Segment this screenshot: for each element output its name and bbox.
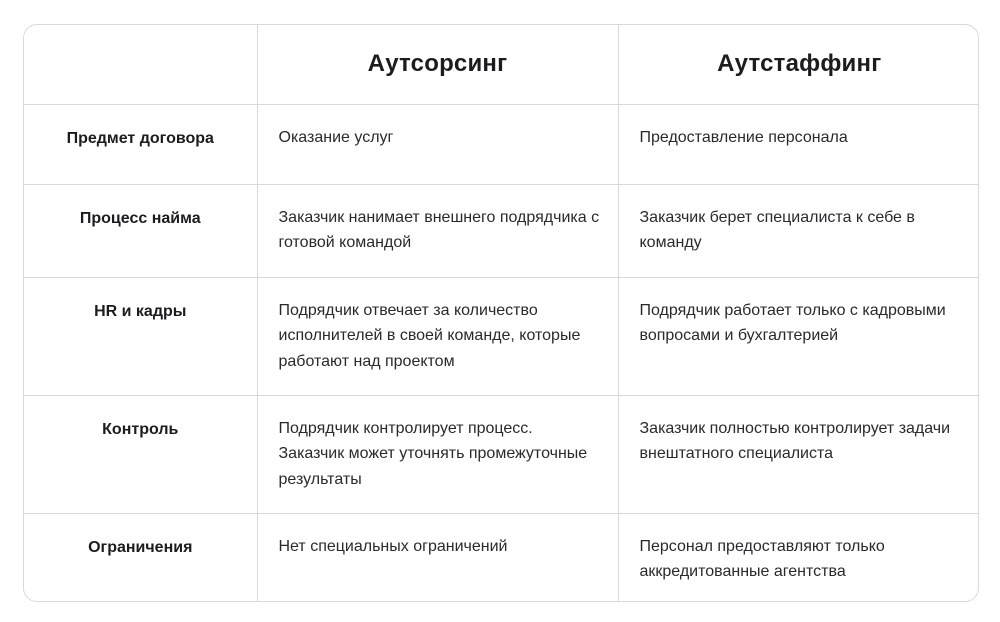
row-label: Ограничения: [24, 513, 257, 602]
table-row: [24, 184, 979, 277]
corner-cell: [24, 25, 257, 104]
row-label: Контроль: [24, 395, 257, 513]
cell-outsourcing: Нет специальных ограничений: [257, 513, 618, 602]
cell-outsourcing: Подрядчик отвечает за количество исполнителей в своей команде, которые работают над проектом: [257, 277, 618, 395]
cell-outstaffing: Заказчик берет специалиста к себе в команду: [618, 184, 979, 277]
table-row: [24, 395, 979, 513]
row-label: Предмет договора: [24, 104, 257, 184]
row-label: Процесс найма: [24, 184, 257, 277]
comparison-table: [24, 25, 979, 602]
cell-outsourcing: Заказчик нанимает внешнего подрядчика с готовой командой: [257, 184, 618, 277]
table-row: [24, 277, 979, 395]
cell-outsourcing: Подрядчик контролирует процесс. Заказчик может уточнять промежуточные результаты: [257, 395, 618, 513]
header-row: [24, 25, 979, 104]
cell-outsourcing: Оказание услуг: [257, 104, 618, 184]
cell-outstaffing: Заказчик полностью контролирует задачи внештатного специалиста: [618, 395, 979, 513]
cell-outstaffing: Персонал предоставляют только аккредитованные агентства: [639, 537, 885, 580]
column-header-outstaffing: Аутстаффинг: [618, 25, 979, 104]
comparison-table-card: [23, 24, 979, 602]
cell-outstaffing: Предоставление персонала: [618, 104, 979, 184]
column-header-outsourcing: Аутсорсинг: [257, 25, 618, 104]
table-row: [24, 104, 979, 184]
table-row: [24, 513, 979, 602]
cell-outstaffing: Подрядчик работает только с кадровыми вопросами и бухгалтерией: [618, 277, 979, 395]
row-label: HR и кадры: [24, 277, 257, 395]
